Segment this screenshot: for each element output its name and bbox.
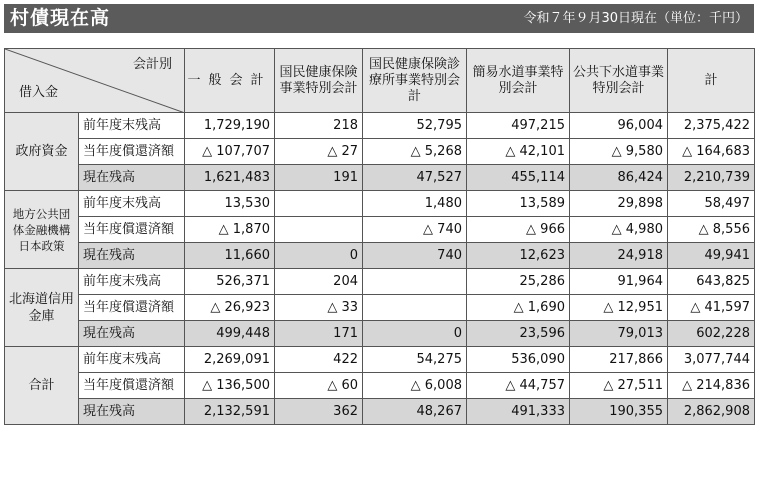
row-label: 当年度償還済額	[79, 139, 185, 165]
cell: △ 740	[363, 217, 467, 243]
cell: 13,589	[467, 191, 570, 217]
cell: △ 4,980	[570, 217, 668, 243]
cell	[275, 191, 363, 217]
cell: 204	[275, 269, 363, 295]
cell: △ 9,580	[570, 139, 668, 165]
table-row	[5, 191, 755, 217]
cell: △ 27	[275, 139, 363, 165]
cell: 49,941	[668, 243, 755, 269]
table-row	[5, 295, 755, 321]
corner-bottom-label: 借入金	[19, 85, 59, 100]
cell: 218	[275, 113, 363, 139]
cell: 25,286	[467, 269, 570, 295]
cell: 740	[363, 243, 467, 269]
cell: 2,132,591	[185, 399, 275, 425]
cell: 190,355	[570, 399, 668, 425]
row-label: 現在残高	[79, 243, 185, 269]
table-row-current-balance	[5, 165, 755, 191]
cell: △ 107,707	[185, 139, 275, 165]
cell: 2,862,908	[668, 399, 755, 425]
cell: 422	[275, 347, 363, 373]
municipal-bond-table	[4, 48, 755, 425]
cell: 491,333	[467, 399, 570, 425]
cell: 2,375,422	[668, 113, 755, 139]
cell: △ 44,757	[467, 373, 570, 399]
cell: 0	[363, 321, 467, 347]
cell: 96,004	[570, 113, 668, 139]
cell: △ 5,268	[363, 139, 467, 165]
as-of-date-unit: 令和７年９月30日現在（単位：千円）	[523, 11, 748, 26]
group-label: 北海道信用金庫	[5, 269, 79, 347]
cell: 48,267	[363, 399, 467, 425]
corner-top-label: 会計別	[132, 57, 172, 72]
cell: 1,729,190	[185, 113, 275, 139]
cell: △ 164,683	[668, 139, 755, 165]
row-label: 現在残高	[79, 321, 185, 347]
cell: 455,114	[467, 165, 570, 191]
row-label: 当年度償還済額	[79, 373, 185, 399]
row-label: 当年度償還済額	[79, 217, 185, 243]
row-label: 前年度末残高	[79, 347, 185, 373]
cell: 2,210,739	[668, 165, 755, 191]
title-bar	[4, 4, 754, 33]
row-label: 現在残高	[79, 165, 185, 191]
cell	[363, 269, 467, 295]
row-label: 現在残高	[79, 399, 185, 425]
cell: 13,530	[185, 191, 275, 217]
col-header-total: 計	[668, 49, 755, 113]
row-label: 当年度償還済額	[79, 295, 185, 321]
cell: 536,090	[467, 347, 570, 373]
cell: 91,964	[570, 269, 668, 295]
cell: 79,013	[570, 321, 668, 347]
cell: △ 214,836	[668, 373, 755, 399]
row-label: 前年度末残高	[79, 113, 185, 139]
table-row-current-balance	[5, 399, 755, 425]
cell: 23,596	[467, 321, 570, 347]
cell: 2,269,091	[185, 347, 275, 373]
cell: 52,795	[363, 113, 467, 139]
table-row	[5, 347, 755, 373]
cell: 499,448	[185, 321, 275, 347]
table-row	[5, 269, 755, 295]
cell: △ 6,008	[363, 373, 467, 399]
table-row	[5, 217, 755, 243]
table-row-current-balance	[5, 243, 755, 269]
cell: 171	[275, 321, 363, 347]
cell: 24,918	[570, 243, 668, 269]
cell	[363, 295, 467, 321]
row-label: 前年度末残高	[79, 191, 185, 217]
cell: 11,660	[185, 243, 275, 269]
corner-cell	[5, 49, 185, 113]
col-header-general: 一般会計	[185, 49, 275, 113]
cell: △ 60	[275, 373, 363, 399]
table-row	[5, 113, 755, 139]
header-row	[5, 49, 755, 113]
cell: △ 136,500	[185, 373, 275, 399]
cell: 217,866	[570, 347, 668, 373]
cell: 602,228	[668, 321, 755, 347]
table-row-current-balance	[5, 321, 755, 347]
page-title: 村債現在高	[10, 7, 111, 29]
cell: △ 1,690	[467, 295, 570, 321]
cell: △ 966	[467, 217, 570, 243]
cell: △ 41,597	[668, 295, 755, 321]
cell: 54,275	[363, 347, 467, 373]
col-header-sewer: 公共下水道事業特別会計	[570, 49, 668, 113]
row-label: 前年度末残高	[79, 269, 185, 295]
cell: 362	[275, 399, 363, 425]
group-label-total: 合計	[5, 347, 79, 425]
cell: △ 42,101	[467, 139, 570, 165]
cell: 643,825	[668, 269, 755, 295]
cell: 29,898	[570, 191, 668, 217]
cell: 58,497	[668, 191, 755, 217]
cell: △ 27,511	[570, 373, 668, 399]
col-header-water: 簡易水道事業特別会計	[467, 49, 570, 113]
cell: △ 33	[275, 295, 363, 321]
cell: △ 8,556	[668, 217, 755, 243]
cell: 12,623	[467, 243, 570, 269]
cell: 497,215	[467, 113, 570, 139]
col-header-nhi: 国民健康保険事業特別会計	[275, 49, 363, 113]
table-row	[5, 373, 755, 399]
cell	[275, 217, 363, 243]
cell: 47,527	[363, 165, 467, 191]
cell: 3,077,744	[668, 347, 755, 373]
group-label: 政府資金	[5, 113, 79, 191]
cell: 86,424	[570, 165, 668, 191]
cell: 191	[275, 165, 363, 191]
cell: △ 12,951	[570, 295, 668, 321]
cell: 1,621,483	[185, 165, 275, 191]
cell: △ 1,870	[185, 217, 275, 243]
table-row	[5, 139, 755, 165]
cell: 0	[275, 243, 363, 269]
col-header-nhi-clinic: 国民健康保険診療所事業特別会計	[363, 49, 467, 113]
cell: 526,371	[185, 269, 275, 295]
cell: △ 26,923	[185, 295, 275, 321]
group-label: 地方公共団体金融機構日本政策	[5, 191, 79, 269]
cell: 1,480	[363, 191, 467, 217]
